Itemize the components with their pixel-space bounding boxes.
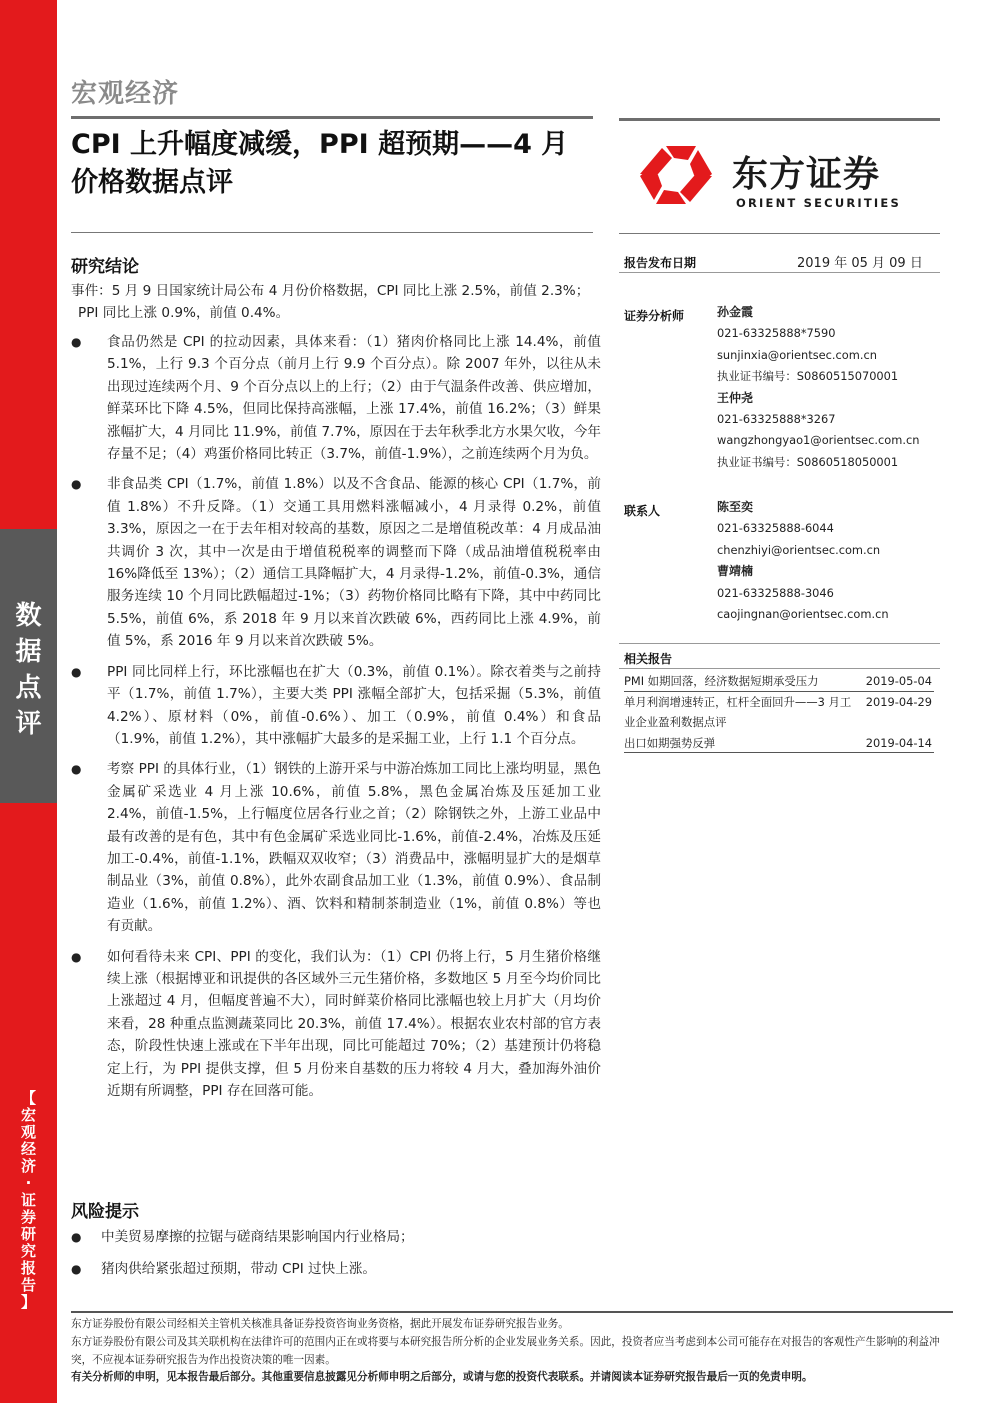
bullet-item: ● PPI 同比同样上行，环比涨幅也在扩大（0.3%，前值 0.1%）。除衣着类与之前持平（1.7%，前值 1.7%），主要大类 PPI 涨幅全部扩大，包括采掘（5.3%，前值 4.2%）、原材料（0%，前值-0.6%）、加工（0.9%，前值 0.4%）和食品（1.9%，前值 1.2%），其中涨幅扩大最多的是采掘工业，上行 1.1 个百分点。 xyxy=(71,661,601,751)
footer-disclaimer: 有关分析师的申明，见本报告最后部分。其他重要信息披露见分析师申明之后部分，或请与您的投资代表联系。并请阅读本证券研究报告最后一页的免责申明。 xyxy=(71,1371,813,1383)
side-section-char: 评 xyxy=(15,709,42,739)
side-section-char: 据 xyxy=(15,637,42,667)
related-rule xyxy=(619,668,940,669)
related-report-title[interactable]: PMI 如期回落，经济数据短期承受压力 xyxy=(624,674,819,688)
risk-item: ● 中美贸易摩擦的拉锯与磋商结果影响国内行业格局； xyxy=(71,1226,591,1248)
related-report-title[interactable]: 单月利润增速转正，杠杆全面回升——3 月工业企业盈利数据点评 xyxy=(624,695,852,729)
related-report[interactable] xyxy=(624,671,934,691)
contact-block xyxy=(717,497,889,625)
related-rule-top xyxy=(619,643,940,644)
date-label: 报告发布日期 xyxy=(624,256,697,270)
footer-rule xyxy=(71,1311,953,1313)
side-report-char: 报 xyxy=(20,1259,36,1277)
side-band-top xyxy=(0,0,57,529)
header-rule xyxy=(71,116,593,119)
side-report-char: 济 xyxy=(20,1157,36,1175)
contact-name: 陈至奕 xyxy=(717,500,754,514)
risk-bullets xyxy=(71,1226,591,1290)
footer-line-2: 东方证券股份有限公司及其关联机构在法律许可的范围内正在或将要与本研究报告所分析的企业发展业务关系。因此，投资者应当考虑到本公司可能存在对报告的客观性产生影响的利益冲突，不应视本证券研究报告为作出投资决策的唯一因素。 xyxy=(71,1336,940,1366)
title-line-2: 价格数据点评 xyxy=(71,167,233,198)
event-line-2: PPI 同比上涨 0.9%，前值 0.4%。 xyxy=(78,305,290,321)
contact-email[interactable]: chenzhiyi@orientsec.com.cn xyxy=(717,542,881,557)
orient-securities-logo-icon xyxy=(636,142,716,206)
risk-heading: 风险提示 xyxy=(71,1202,139,1222)
logo-text-en: ORIENT SECURITIES xyxy=(736,196,901,210)
divider-left xyxy=(71,232,593,233)
side-section-char: 点 xyxy=(15,673,42,703)
analyst-name: 王仲尧 xyxy=(717,390,754,405)
report-category: 宏观经济 xyxy=(71,79,180,109)
contact-email[interactable]: caojingnan@orientsec.com.cn xyxy=(717,607,889,622)
side-report-char: 经 xyxy=(20,1140,36,1158)
analyst-email[interactable]: sunjinxia@orientsec.com.cn xyxy=(717,347,877,362)
header-rule-right xyxy=(619,118,940,121)
event-paragraph xyxy=(71,280,596,324)
side-section-label xyxy=(0,598,57,742)
related-report-date: 2019-04-29 xyxy=(865,695,932,709)
related-divider xyxy=(624,752,934,753)
side-report-type xyxy=(0,1090,57,1311)
side-report-char: 券 xyxy=(20,1208,36,1226)
related-report-date: 2019-04-14 xyxy=(865,736,932,750)
contact-phone: 021-63325888-6044 xyxy=(717,521,834,536)
side-report-char: 【 xyxy=(20,1089,36,1107)
logo-text-cn: 东方证券 xyxy=(732,154,881,195)
bullet-item: ● 如何看待未来 CPI、PPI 的变化，我们认为：（1）CPI 仍将上行，5 月生猪价格继续上涨（根据博亚和讯提供的各区域外三元生猪价格，多数地区 5 月至今均价同比上涨超过 4 月，但幅度普遍不大），同时鲜菜价格同比涨幅也较上月扩大（月均价来看，28 种重点监测蔬菜同比 20.3%，前值 17.4%）。根据农业农村部的官方表态，阶段性快速上涨或在下半年出现，同比可能超过 70%；（2）基建预计仍将稳定上行，为 PPI 提供支撑，但 5 月份来自基数的压力将较 4 月大，叠加海外油价近期有所调整，PPI 存在回落可能。 xyxy=(71,946,601,1103)
bullet-item: ● 食品仍然是 CPI 的拉动因素，具体来看：（1）猪肉价格同比上涨 14.4%，前值 5.1%，上行 9.3 个百分点（前月上行 9.9 个百分点）。除 2007 年外，以往从未出现过连续两个月、9 个百分点以上的上行；（2）由于气温条件改善、供应增加，鲜菜环比下降 4.5%，但同比保持高涨幅，上涨 17.4%，前值 16.2%；（3）鲜果涨幅扩大，4 月同比 11.9%，前值 7.7%，原因在于去年秋季北方水果欠收，今年存量不足；（4）鸡蛋价格同比转正（3.7%，前值-1.9%），之前连续两个月为负。 xyxy=(71,331,601,465)
side-report-char: 宏 xyxy=(20,1106,36,1124)
divider-right xyxy=(619,233,940,234)
title-line-1: CPI 上升幅度减缓，PPI 超预期——4 月 xyxy=(71,129,569,160)
side-report-char: 观 xyxy=(20,1123,36,1141)
contact-label: 联系人 xyxy=(624,504,661,518)
side-section-char: 数 xyxy=(15,601,42,631)
analyst-phone: 021-63325888*7590 xyxy=(717,326,836,341)
bullet-item: ● 非食品类 CPI（1.7%，前值 1.8%）以及不含食品、能源的核心 CPI（1.7%，前值 1.8%）不升反降。（1）交通工具用燃料涨幅减小，4 月录得 0.2%，前值 3.3%，原因之一在于去年相对较高的基数，原因之二是增值税改革：4 月成品油共调价 3 次，其中一次是由于增值税税率的调整而下降（成品油增值税税率由 16%降低至 13%）；（2）通信工具降幅扩大，4 月录得-1.2%，前值-0.3%，通信服务连续 10 个月同比跌幅超过-1%；（3）药物价格同比略有下降，其中中药同比 5.5%，前值 6%，系 2018 年 9 月以来首次跌破 6%，西药同比上涨 4.9%，前值 5%，系 2016 年 9 月以来首次跌破 5%。 xyxy=(71,473,601,652)
analyst-phone: 021-63325888*3267 xyxy=(717,412,836,427)
side-report-char: 究 xyxy=(20,1242,36,1260)
analyst-email[interactable]: wangzhongyao1@orientsec.com.cn xyxy=(717,433,920,448)
side-report-char: 】 xyxy=(20,1293,36,1311)
side-report-char: 证 xyxy=(20,1191,36,1209)
related-report-title[interactable]: 出口如期强势反弹 xyxy=(624,736,716,750)
contact-name: 曹靖楠 xyxy=(717,564,754,579)
side-report-char: 告 xyxy=(20,1276,36,1294)
analyst-block xyxy=(717,302,919,473)
conclusion-bullets xyxy=(71,331,601,1102)
analyst-cert: 执业证书编号：S0860518050001 xyxy=(717,454,899,469)
side-report-char: 研 xyxy=(20,1225,36,1243)
contact-phone: 021-63325888-3046 xyxy=(717,585,834,600)
related-report[interactable] xyxy=(624,733,934,753)
related-report[interactable] xyxy=(624,692,934,732)
related-report-date: 2019-05-04 xyxy=(865,674,932,688)
analyst-cert: 执业证书编号：S0860515070001 xyxy=(717,369,899,384)
analyst-name: 孙金霞 xyxy=(717,305,754,319)
related-label: 相关报告 xyxy=(624,652,673,666)
side-report-char: · xyxy=(25,1174,32,1192)
event-line-1: 事件：5 月 9 日国家统计局公布 4 月份价格数据，CPI 同比上涨 2.5%，前值 2.3%； xyxy=(71,283,590,299)
analyst-label: 证券分析师 xyxy=(624,309,685,323)
risk-item: ● 猪肉供给紧张超过预期，带动 CPI 过快上涨。 xyxy=(71,1258,591,1280)
conclusion-heading: 研究结论 xyxy=(71,257,139,277)
publish-date: 2019 年 05 月 09 日 xyxy=(797,256,923,271)
footer-line-1: 东方证券股份有限公司经相关主管机关核准具备证券投资咨询业务资格，据此开展发布证券研究报告业务。 xyxy=(71,1318,569,1330)
date-rule xyxy=(619,272,940,273)
bullet-item: ● 考察 PPI 的具体行业，（1）钢铁的上游开采与中游冶炼加工同比上涨均明显，黑色金属矿采选业 4 月上涨 10.6%，前值 5.8%，黑色金属冶炼及压延加工业 2.4%，前值-1.5%，上行幅度位居各行业之首；（2）除钢铁之外，上游工业品中最有改善的是有色，其中有色金属矿采选业同比-1.6%，前值-2.4%，冶炼及压延加工-0.4%，前值-1.1%，跌幅双双收窄；（3）消费品中，涨幅明显扩大的是烟草制品业（3%，前值 0.8%），此外农副食品加工业（1.3%，前值 0.9%）、食品制造业（1.6%，前值 1.2%）、酒、饮料和精制茶制造业（1%，前值 0.8%）等也有贡献。 xyxy=(71,758,601,937)
report-title xyxy=(71,126,601,202)
